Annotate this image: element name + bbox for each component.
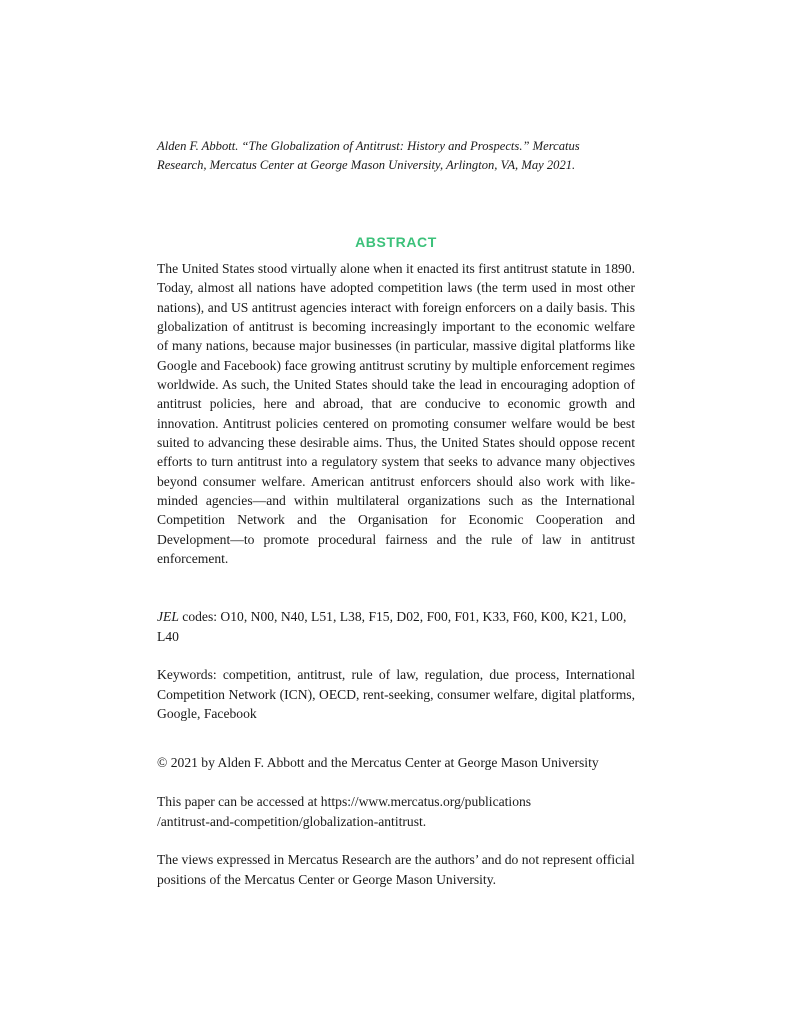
access-line-1: This paper can be accessed at https://www.mercatus.org/publications <box>157 794 532 809</box>
abstract-heading: ABSTRACT <box>355 234 437 250</box>
jel-label: JEL <box>157 609 179 624</box>
jel-codes-text: codes: O10, N00, N40, L51, L38, F15, D02, F00, F01, K33, F60, K00, K21, L00, L40 <box>157 609 627 644</box>
access-line-2: /antitrust-and-competition/globalization-antitrust. <box>157 813 427 829</box>
keywords: Keywords: competition, antitrust, rule of law, regulation, due process, International Competition Network (ICN), OECD, rent-seeking, consumer welfare, digital platforms, Google, Facebook <box>157 667 635 721</box>
citation-line-1: Alden F. Abbott. “The Globalization of Antitrust: History and Prospects.” Mercatus <box>157 139 580 153</box>
jel-codes <box>157 607 635 646</box>
views-disclaimer: The views expressed in Mercatus Research are the authors’ and do not represent official positions of the Mercatus Center or George Mason University. <box>157 852 635 887</box>
citation <box>157 137 635 175</box>
abstract-body: The United States stood virtually alone when it enacted its first antitrust statute in 1890. Today, almost all nations have adopted competition laws (the term used in most other nations), and US antitrust agencies interact with foreign enforcers on a daily basis. This globalization of antitrust is becoming increasingly important to the economic welfare of many nations, because major businesses (in particular, massive digital platforms like Google and Facebook) face growing antitrust scrutiny by multiple enforcement regimes worldwide. As such, the United States should take the lead in encouraging adoption of antitrust policies, here and abroad, that are conducive to economic growth and innovation. Antitrust policies centered on promoting consumer welfare would be best suited to advancing these desirable aims. Thus, the United States should oppose recent efforts to turn antitrust into a regulatory system that seeks to advance many objectives beyond consumer welfare. American antitrust enforcers should also work with like-minded agencies—and within multilateral organizations such as the International Competition Network and the Organisation for Economic Cooperation and Development—to promote procedural fairness and the rule of law in antitrust enforcement. <box>157 261 635 567</box>
citation-line-2: Research, Mercatus Center at George Mason University, Arlington, VA, May 2021. <box>157 158 576 172</box>
access-note <box>157 792 635 831</box>
copyright-notice: © 2021 by Alden F. Abbott and the Mercatus Center at George Mason University <box>157 755 599 770</box>
